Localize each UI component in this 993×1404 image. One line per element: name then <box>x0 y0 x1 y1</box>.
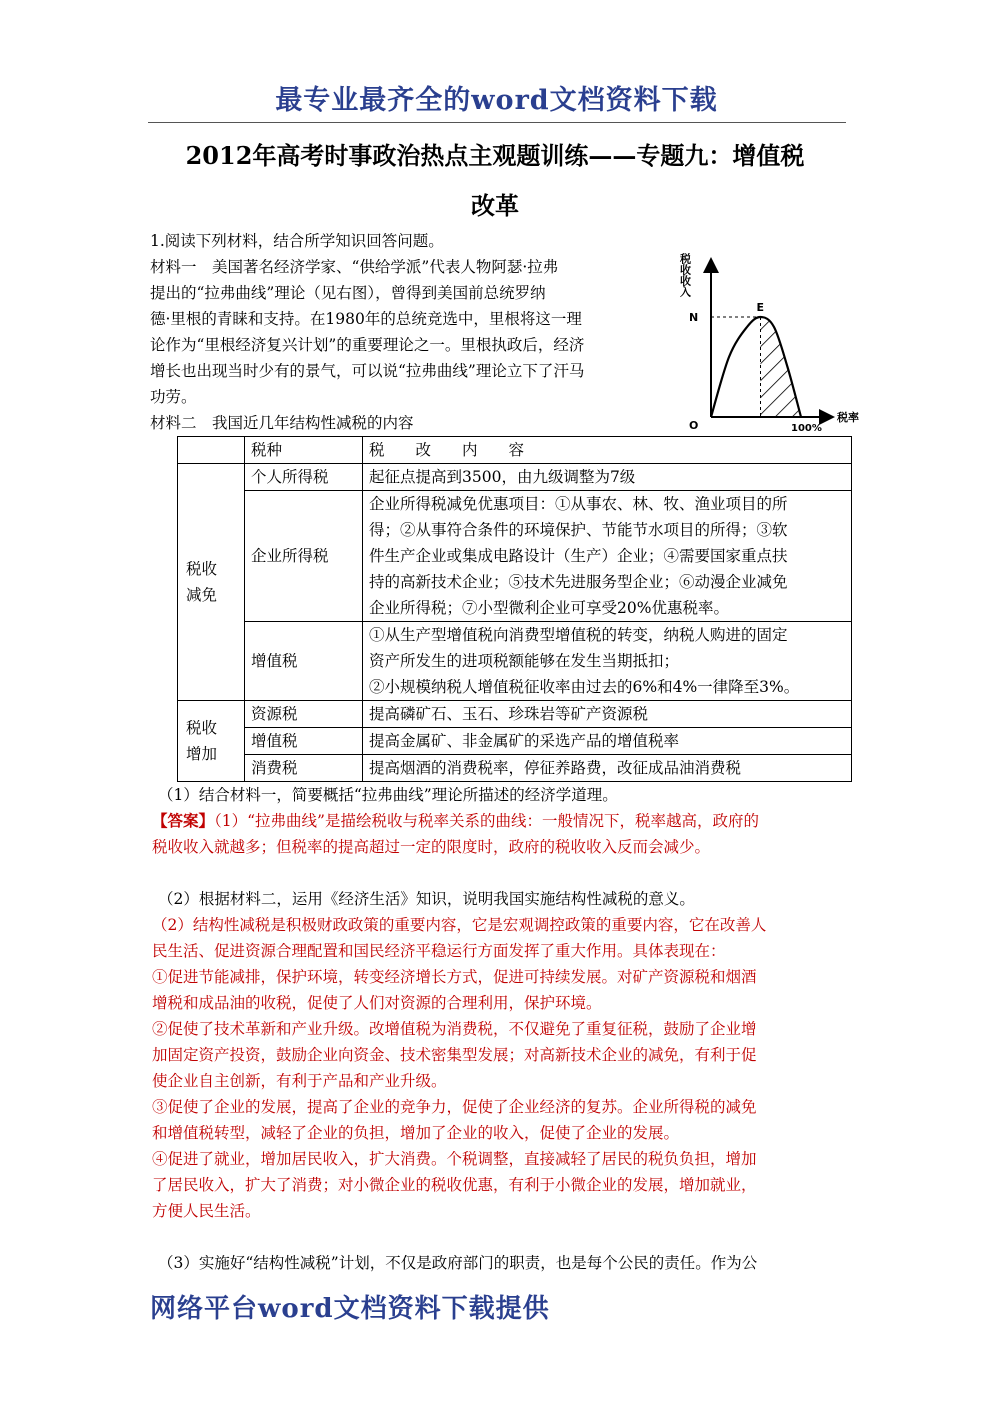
header-rule <box>148 122 846 123</box>
tax-kind: 个人所得税 <box>245 464 363 491</box>
page-title: 2012年高考时事政治热点主观题训练——专题九：增值税 <box>185 141 805 170</box>
hatched-region <box>761 317 802 417</box>
tax-content: 提高金属矿、非金属矿的采选产品的增值税率 <box>363 728 852 755</box>
peak-label: E <box>756 301 765 314</box>
tax-content: 提高磷矿石、玉石、珍珠岩等矿产资源税 <box>363 701 852 728</box>
tax-content: 企业所得税减免优惠项目：①从事农、林、牧、渔业项目的所 得；②从事符合条件的环境保护、节能节水项目的所得；③软 件生产企业或集成电路设计（生产）企业；④需要国家重点扶 持的高新技术企业；⑤技术先进服务型企业；⑥动漫企业减免 企业所得税；⑦小型微利企业可享受20%优惠税率。 <box>363 491 852 622</box>
tax-kind: 企业所得税 <box>245 491 363 622</box>
answer-line: ④促进了就业，增加居民收入，扩大消费。个税调整，直接减轻了居民的税负负担，增加 <box>152 1150 757 1168</box>
origin-label: O <box>689 419 699 432</box>
answer-line: 了居民收入，扩大了消费；对小微企业的税收优惠，有利于小微企业的发展，增加就业， <box>152 1176 757 1194</box>
table-header-blank <box>178 437 245 464</box>
answer-line: 方便人民生活。 <box>152 1202 261 1220</box>
question-2: （2）根据材料二，运用《经济生活》知识，说明我国实施结构性减税的意义。 <box>158 890 695 908</box>
answer-line: 增税和成品油的收税，促使了人们对资源的合理利用，保护环境。 <box>152 994 602 1012</box>
answer-1-line1: 【答案】（1）“拉弗曲线”是描绘税收与税率关系的曲线：一般情况下，税率越高，政府的 <box>152 811 759 830</box>
answer-1-line2: 税收收入就越多；但税率的提高超过一定的限度时，政府的税收收入反而会减少。 <box>152 838 711 856</box>
table-header-kind: 税种 <box>245 437 363 464</box>
tax-kind: 增值税 <box>245 728 363 755</box>
table-row <box>178 464 852 491</box>
answer-line: 加固定资产投资，鼓励企业向资金、技术密集型发展；对高新技术企业的减免，有利于促 <box>152 1046 757 1064</box>
group-label: 税收减免 <box>178 464 245 701</box>
material-line: 功劳。 <box>150 388 197 406</box>
answer-line: 使企业自主创新，有利于产品和产业升级。 <box>152 1072 447 1090</box>
table-row <box>178 491 852 622</box>
question-1: （1）结合材料一，简要概括“拉弗曲线”理论所描述的经济学道理。 <box>158 786 618 804</box>
table-row <box>178 755 852 782</box>
tax-kind: 消费税 <box>245 755 363 782</box>
tax-content: 起征点提高到3500，由九级调整为7级 <box>363 464 852 491</box>
footer-banner: 网络平台word文档资料下载提供 <box>150 1294 550 1324</box>
tax-content: 提高烟酒的消费税率，停征养路费，改征成品油消费税 <box>363 755 852 782</box>
tax-content: ①从生产型增值税向消费型增值税的转变，纳税人购进的固定 资产所发生的进项税额能够在发生当期抵扣； ②小规模纳税人增值税征收率由过去的6%和4%一律降至3%。 <box>363 622 852 701</box>
peak-value-label: N <box>689 311 699 324</box>
tax-kind: 增值税 <box>245 622 363 701</box>
table-header-content: 税 改 内 容 <box>363 437 852 464</box>
material-line: 材料一 美国著名经济学家、“供给学派”代表人物阿瑟·拉弗 <box>150 258 559 276</box>
question-intro: 1.阅读下列材料，结合所学知识回答问题。 <box>150 232 444 250</box>
group-label: 税收增加 <box>178 701 245 782</box>
table-header-row <box>178 437 852 464</box>
tax-kind: 资源税 <box>245 701 363 728</box>
answer-line: ②促使了技术革新和产业升级。改增值税为消费税，不仅避免了重复征税，鼓励了企业增 <box>152 1020 757 1038</box>
material-line: 提出的“拉弗曲线”理论（见右图），曾得到美国前总统罗纳 <box>150 284 546 302</box>
answer-line: 和增值税转型，减轻了企业的负担，增加了企业的收入，促使了企业的发展。 <box>152 1124 680 1142</box>
answer-line: ③促使了企业的发展，提高了企业的竞争力，促使了企业经济的复苏。企业所得税的减免 <box>152 1098 757 1116</box>
x-end-label: 100% <box>791 423 822 434</box>
tax-reform-table <box>177 436 852 782</box>
material-line: 增长也出现当时少有的景气，可以说“拉弗曲线”理论立下了汗马 <box>150 362 585 380</box>
material-line: 论作为“里根经济复兴计划”的重要理论之一。里根执政后，经济 <box>150 336 585 354</box>
x-axis-label: 税率 <box>837 411 859 424</box>
material-line: 德·里根的青睐和支持。在1980年的总统竞选中，里根将这一理 <box>150 310 582 328</box>
answer-line: 民生活、促进资源合理配置和国民经济平稳运行方面发挥了重大作用。具体表现在： <box>152 942 726 960</box>
answer-line: ①促进节能减排，保护环境，转变经济增长方式，促进可持续发展。对矿产资源税和烟酒 <box>152 968 757 986</box>
answer-line: （2）结构性减税是积极财政政策的重要内容，它是宏观调控政策的重要内容，它在改善人 <box>152 916 767 934</box>
header-banner: 最专业最齐全的word文档资料下载 <box>275 85 718 116</box>
laffer-curve-chart <box>675 245 865 440</box>
page-title-line2: 改革 <box>471 191 519 220</box>
table-row <box>178 701 852 728</box>
answer-tag: 【答案】 <box>152 811 215 830</box>
table-row <box>178 622 852 701</box>
question-3: （3）实施好“结构性减税”计划，不仅是政府部门的职责，也是每个公民的责任。作为公 <box>158 1254 758 1272</box>
y-axis-label: 税收收入 <box>678 253 692 297</box>
material-two-title: 材料二 我国近几年结构性减税的内容 <box>150 414 414 432</box>
table-row <box>178 728 852 755</box>
